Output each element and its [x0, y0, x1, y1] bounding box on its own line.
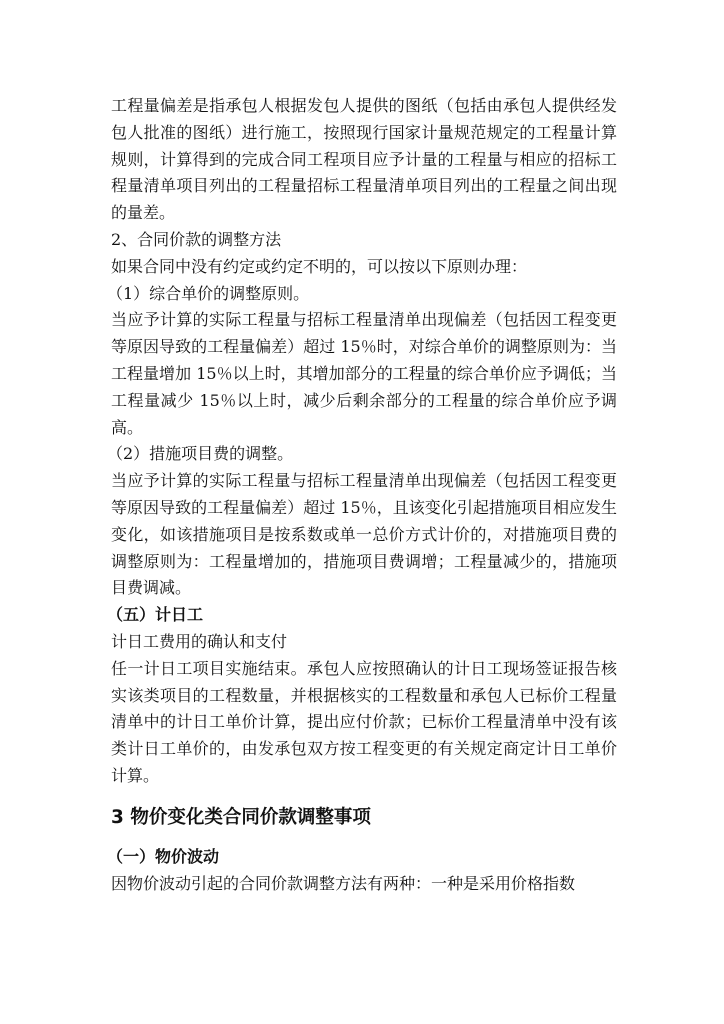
item-unit-price-principle: （1）综合单价的调整原则。	[107, 283, 310, 303]
heading-adjust-method: 2、合同价款的调整方法	[111, 229, 282, 249]
paragraph-unit-price-adjustment: 当应予计算的实际工程量与招标工程量清单出现偏差（包括因工程变更等原因导致的工程量偏差）超过 15％时，对综合单价的调整原则为：当工程量增加 15％以上时，其增加部分的工程量的综合单价应予调低；当工程量减少 15％以上时，减少后剩余部分的工程量的综合单价应予调高。	[111, 310, 617, 437]
heading-price-change-items: 3 物价变化类合同价款调整事项	[111, 806, 371, 828]
item-measures-fee-adjustment: （2）措施项目费的调整。	[107, 444, 294, 464]
heading-price-fluctuation: （一）物价波动	[107, 846, 220, 866]
paragraph-price-fluctuation: 因物价波动引起的合同价款调整方法有两种：一种是采用价格指数	[111, 873, 576, 893]
paragraph-measures-fee-adjustment: 当应予计算的实际工程量与招标工程量清单出现偏差（包括因工程变更等原因导致的工程量偏差）超过 15％，且该变化引起措施项目相应发生变化，如该措施项目是按系数或单一总价方式计价的，对措施项目费的调整原则为：工程量增加的，措施项目费调增；工程量减少的，措施项目费调减。	[111, 471, 617, 598]
subheading-dayworks-payment: 计日工费用的确认和支付	[111, 631, 288, 651]
document-page	[107, 93, 617, 897]
paragraph-quantity-deviation: 工程量偏差是指承包人根据发包人提供的图纸（包括由承包人提供经发包人批准的图纸）进行施工，按照现行国家计量规范规定的工程量计算规则，计算得到的完成合同工程项目应予计量的工程量与相应的招标工程量清单项目列出的工程量招标工程量清单项目列出的工程量之间出现的量差。	[111, 96, 617, 223]
paragraph-dayworks: 任一计日工项目实施结束。承包人应按照确认的计日工现场签证报告核实该类项目的工程数量，并根据核实的工程数量和承包人已标价工程量清单中的计日工单价计算，提出应付价款；已标价工程量清单中没有该类计日工单价的，由发承包双方按工程变更的有关规定商定计日工单价计算。	[111, 658, 617, 785]
paragraph-principles-intro: 如果合同中没有约定或约定不明的，可以按以下原则办理：	[111, 256, 528, 276]
heading-dayworks: （五）计日工	[107, 605, 204, 625]
